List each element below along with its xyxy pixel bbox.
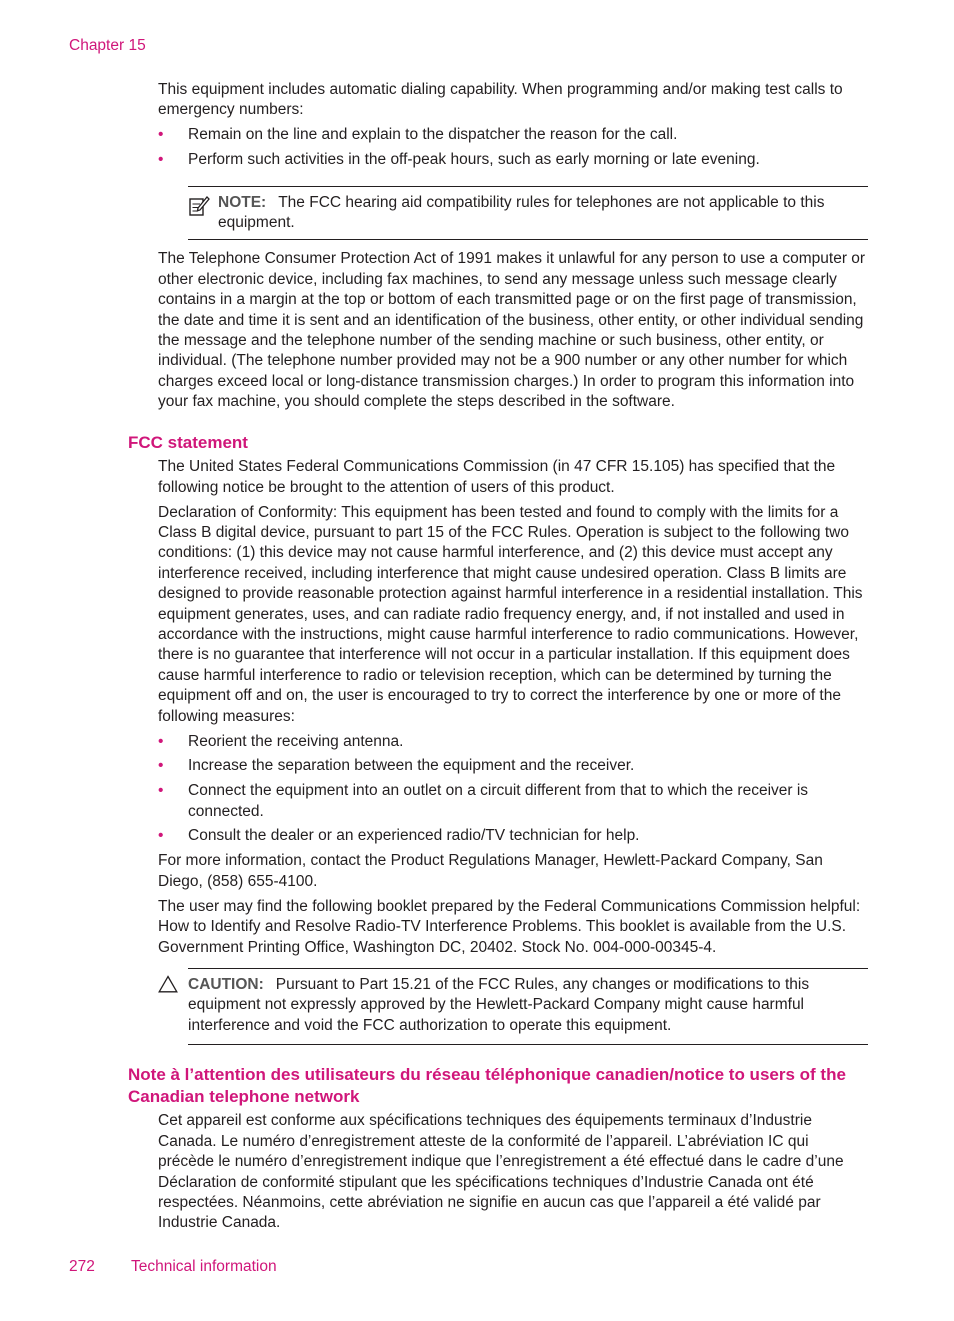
fcc-paragraph-1: The United States Federal Communications Commission (in 47 CFR 15.105) has specified that the following notice be brought to the attention of users of this product. [158, 458, 836, 496]
note-label: NOTE: [218, 193, 267, 211]
footer-section-title: Technical information [131, 1258, 277, 1275]
list-item-text: Remain on the line and explain to the dispatcher the reason for the call. [188, 126, 678, 144]
list-item-text: Increase the separation between the equipment and the receiver. [188, 757, 635, 775]
note-box [188, 186, 868, 241]
tcpa-paragraph: The Telephone Consumer Protection Act of 1991 makes it unlawful for any person to use a computer or other electronic device, including fax machines, to send any message unless such message clearly contains in a margin at the top or bottom of each transmitted page or on the first page of transmission, the date and time it is sent and an identification of the business, other entity, or other individual sending the message and the telephone number of the sending machine or such business, other entity, or individual. (The telephone number provided may not be a 900 number or any other number for which charges exceed local or long-distance transmission charges.) In order to program this information into your fax machine, you should complete the steps described in the software. [158, 250, 866, 411]
fcc-paragraph-4: The user may find the following booklet prepared by the Federal Communications Commission helpful: How to Identify and Resolve Radio-TV Interference Problems. This booklet is available from the U.S. Government Printing Office, Washington DC, 20402. Stock No. 004-000-00345-4. [158, 897, 861, 956]
caution-text: Pursuant to Part 15.21 of the FCC Rules, any changes or modifications to this equipment not expressly approved by the Hewlett-Packard Company might cause harmful interference and void the FCC authorization to operate this equipment. [188, 976, 810, 1034]
bullet-marker: • [158, 757, 164, 775]
list-item [158, 150, 868, 170]
intro-paragraph: This equipment includes automatic dialing capability. When programming and/or making test calls to emergency numbers: [158, 81, 843, 119]
caution-triangle-icon [158, 975, 178, 993]
chapter-header: Chapter 15 [69, 37, 146, 54]
list-item [158, 732, 868, 752]
caution-box [188, 968, 868, 1045]
list-item-text: Consult the dealer or an experienced radio/TV technician for help. [188, 827, 640, 845]
canada-paragraph: Cet appareil est conforme aux spécifications techniques des équipements terminaux d’Industrie Canada. Le numéro d’enregistrement atteste de la conformité de l’appareil. L’abréviation IC qui précède le numéro d’enregistrement indique que l’enregistrement a été effectué dans le cadre d’une Déclaration de conformité stipulant que les spécifications techniques d’Industrie Canada ont été respectées. Néanmoins, cette abréviation ne signifie en aucun cas que l’appareil a été validé par Industrie Canada. [158, 1112, 844, 1232]
list-item [158, 826, 868, 846]
list-item [158, 125, 868, 145]
fcc-paragraph-3: For more information, contact the Product Regulations Manager, Hewlett-Packard Company, San Diego, (858) 655-4100. [158, 852, 823, 890]
canada-heading: Note à l’attention des utilisateurs du réseau téléphonique canadien/notice to users of the Canadian telephone network [128, 1065, 846, 1106]
list-item [158, 781, 868, 822]
caution-label: CAUTION: [188, 976, 264, 994]
fcc-paragraph-2: Declaration of Conformity: This equipment has been tested and found to comply with the limits for a Class B digital device, pursuant to part 15 of the FCC Rules. Operation is subject to the following two conditions: (1) this device may not cause harmful interference, and (2) this device must accept any interference received, including interference that might cause undesired operation. Class B limits are designed to provide reasonable protection against harmful interference in a residential installation. This equipment generates, uses, and can radiate radio frequency energy, and, if not installed and used in accordance with the instructions, might cause harmful interference to radio communications. However, there is no guarantee that interference will not occur in a particular installation. If this equipment does cause harmful interference to radio or television reception, which can be determined by turning the equipment off and on, the user is encouraged to try to correct the interference by one or more of the following measures: [158, 503, 863, 725]
list-item-text: Connect the equipment into an outlet on a circuit different from that to which the receiver is connected. [188, 782, 809, 820]
bullet-marker: • [158, 151, 164, 169]
fcc-heading: FCC statement [128, 432, 248, 452]
page-number: 272 [69, 1258, 95, 1275]
page-content [128, 80, 868, 1238]
bullet-marker: • [158, 732, 164, 750]
note-text: The FCC hearing aid compatibility rules for telephones are not applicable to this equipment. [218, 193, 825, 232]
intro-bullet-list [158, 125, 868, 170]
list-item [158, 756, 868, 776]
bullet-marker: • [158, 782, 164, 800]
bullet-marker: • [158, 126, 164, 144]
note-icon [188, 195, 210, 217]
fcc-bullet-list [158, 732, 868, 847]
list-item-text: Perform such activities in the off-peak hours, such as early morning or late evening. [188, 151, 760, 169]
bullet-marker: • [158, 827, 164, 845]
list-item-text: Reorient the receiving antenna. [188, 732, 404, 750]
